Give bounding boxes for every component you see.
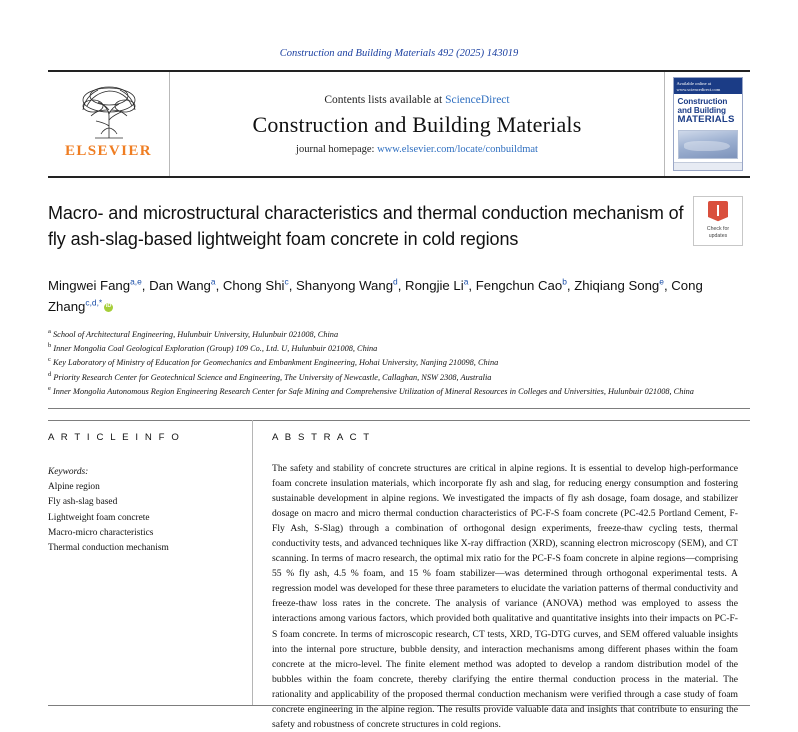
affiliation-mark: e bbox=[48, 384, 51, 392]
crossmark-badge[interactable] bbox=[693, 196, 743, 246]
contents-line bbox=[324, 94, 509, 106]
affiliation bbox=[48, 341, 708, 355]
affiliation bbox=[48, 384, 708, 398]
author: Chong Shi$^c$, bbox=[222, 276, 297, 293]
elsevier-tree-icon bbox=[57, 76, 161, 142]
affiliation bbox=[48, 327, 708, 341]
cover-image bbox=[678, 130, 738, 159]
author-name: Rongjie Li bbox=[405, 278, 464, 293]
author-name: Mingwei Fang bbox=[48, 278, 131, 293]
affiliation bbox=[48, 370, 708, 384]
affiliation-mark: a bbox=[48, 328, 51, 335]
cover-title-line-3: MATERIALS bbox=[677, 114, 735, 126]
author: Shanyong Wang$^d$, bbox=[296, 276, 406, 293]
author-affiliation-marks: c,d,* bbox=[85, 297, 103, 308]
journal-cover-thumbnail bbox=[673, 77, 743, 171]
running-head: Construction and Building Materials 492 (2025) 143019 bbox=[279, 48, 519, 59]
author: Rongjie Li$^a$, bbox=[405, 276, 476, 293]
author-list bbox=[48, 275, 718, 317]
author-name: Cong Zhang bbox=[48, 278, 703, 315]
sciencedirect-link[interactable]: ScienceDirect bbox=[445, 93, 510, 106]
author-affiliation-marks: a,e bbox=[130, 276, 142, 287]
author-affiliation-marks: e bbox=[659, 276, 664, 287]
divider-top bbox=[48, 408, 750, 409]
orcid-icon[interactable] bbox=[104, 303, 113, 312]
author: Mingwei Fang$^{a,e}$, bbox=[48, 276, 150, 293]
affiliation bbox=[48, 355, 708, 369]
author-affiliation-marks: b bbox=[562, 276, 567, 287]
keyword-item: Lightweight foam concrete bbox=[48, 512, 150, 523]
contents-prefix: Contents lists available at bbox=[324, 93, 443, 106]
author-affiliation-marks: a bbox=[463, 276, 469, 287]
keywords-label: Keywords: bbox=[48, 467, 89, 477]
cover-title bbox=[674, 94, 742, 128]
keywords-block bbox=[48, 465, 238, 556]
affiliation-text: Inner Mongolia Coal Geological Exploration (Group) 109 Co., Ltd. U, Hulunbuir 021008, China bbox=[53, 343, 378, 353]
author-name: Zhiqiang Song bbox=[574, 278, 660, 293]
publisher-name: ELSEVIER bbox=[64, 143, 153, 159]
affiliation-mark: d bbox=[48, 370, 52, 378]
cover-footer-bar bbox=[674, 162, 742, 170]
journal-title: Construction and Building Materials bbox=[252, 111, 582, 137]
affiliation-text: Priority Research Center for Geotechnical Science and Engineering, The University of Newcastle, Callaghan, NSW 2308, Australia bbox=[53, 372, 492, 382]
author-name: Dan Wang bbox=[149, 278, 211, 293]
divider-mid bbox=[48, 420, 750, 421]
homepage-label: journal homepage: bbox=[296, 143, 375, 155]
homepage-line bbox=[296, 144, 538, 155]
cover-title-line-2: and Building bbox=[677, 106, 726, 116]
affiliation-list bbox=[48, 327, 708, 398]
keyword-item: Fly ash-slag based bbox=[48, 497, 118, 508]
author-name: Fengchun Cao bbox=[475, 278, 563, 293]
article-info-heading: A R T I C L E I N F O bbox=[48, 432, 181, 443]
publisher-logo bbox=[48, 72, 170, 176]
journal-masthead bbox=[48, 70, 750, 178]
affiliation-text: Key Laboratory of Ministry of Education for Geomechanics and Embankment Engineering, Hohai University, Nanjing 210098, China bbox=[53, 358, 499, 368]
page-title: Macro- and microstructural characteristics and thermal conduction mechanism of fly ash-slag-based lightweight foam concrete in cold regions bbox=[48, 203, 684, 250]
keyword-item: Macro-micro characteristics bbox=[48, 527, 154, 538]
cover-title-line-1: Construction bbox=[677, 97, 728, 106]
abstract-heading: A B S T R A C T bbox=[272, 432, 372, 443]
keyword-item: Thermal conduction mechanism bbox=[48, 543, 169, 554]
author-name: Chong Shi bbox=[222, 278, 285, 293]
homepage-link[interactable]: www.elsevier.com/locate/conbuildmat bbox=[377, 143, 538, 155]
author-affiliation-marks: c bbox=[284, 276, 289, 287]
affiliation-text: Inner Mongolia Autonomous Region Engineering Research Center for Safe Mining and Comprehensive Utilization of Mineral Resources in Colleges and Universities, Hulunbuir 021008, China bbox=[53, 386, 694, 396]
crossmark-shield-icon bbox=[708, 201, 728, 223]
affiliation-text: School of Architectural Engineering, Hulunbuir University, Hulunbuir 021008, China bbox=[53, 329, 339, 339]
author: Dan Wang$^a$, bbox=[149, 276, 223, 293]
author: Fengchun Cao$^b$, bbox=[475, 276, 575, 293]
affiliation-mark: c bbox=[48, 356, 51, 364]
abstract-text: The safety and stability of concrete structures are critical in alpine regions. It is essential to develop high-performance foam concrete insulation materials, which incorporate fly ash and slag, for reducing energy consumption and fostering sustainable development in alpine regions. We investigated the impacts of fly ash dosage, foam dosage, and stabilizer dosage on macro and micro thermal conduction characteristics of PC-F-S foam concrete (PC-42.5 Portland Cement, F-Fly Ash, S-Slag) through a combination of orthogonal design experiments, freeze-thaw cycling tests, thermal conductivity tests, and advanced techniques like X-ray diffraction (XRD), scanning electron microscopy (SEM), and CT scanning. In terms of macro research, the optimal mix ratio for the PC-F-S foam concrete in alpine regions—comprising 55 % fly ash, 4.5 % foam, and 15 % foam stabilizer—was determined through orthogonal experimental tests. A regression model was developed for these three parameters to elucidate the variation patterns of thermal conductivity and freeze-thaw loss rates in the concrete. The analysis of variance (ANOVA) method was employed to assess the interactions among various factors, which provided both qualitative and quantitative insights into their impacts on PC-F-S foam concrete. In terms of microscopic research, CT tests, XRD, TG-DTG curves, and SEM offered valuable insights into the internal pore structure, bubble density, and interaction mechanisms among different phases within the foam concrete at the micro-level. The finite element method was adopted to develop a random distribution model of the bubbles within the foam concrete, thereby clarifying the entire thermal conduction process in the material. The rationality and applicability of the proposed thermal conduction mechanism were verified through a case study of foam concrete engineering in the alpine region. The results provide valuable data and insights that contribute to ensuring the safety and robustness of concrete structures in cold regions. bbox=[272, 463, 738, 730]
title-block bbox=[48, 200, 688, 252]
abstract-column bbox=[272, 432, 738, 732]
column-divider bbox=[252, 420, 253, 705]
author-affiliation-marks: d bbox=[393, 276, 398, 287]
keyword-item: Alpine region bbox=[48, 482, 100, 493]
cover-top-line: Available online at www.sciencedirect.com bbox=[674, 78, 742, 94]
author-affiliation-marks: a bbox=[210, 276, 216, 287]
crossmark-line-2: updates bbox=[708, 232, 728, 239]
author-name: Shanyong Wang bbox=[296, 278, 394, 293]
article-info-column bbox=[48, 432, 238, 556]
affiliation-mark: b bbox=[48, 342, 52, 350]
crossmark-line-1: Check for bbox=[706, 226, 730, 232]
author: Zhiqiang Song$^e$, bbox=[574, 276, 672, 293]
